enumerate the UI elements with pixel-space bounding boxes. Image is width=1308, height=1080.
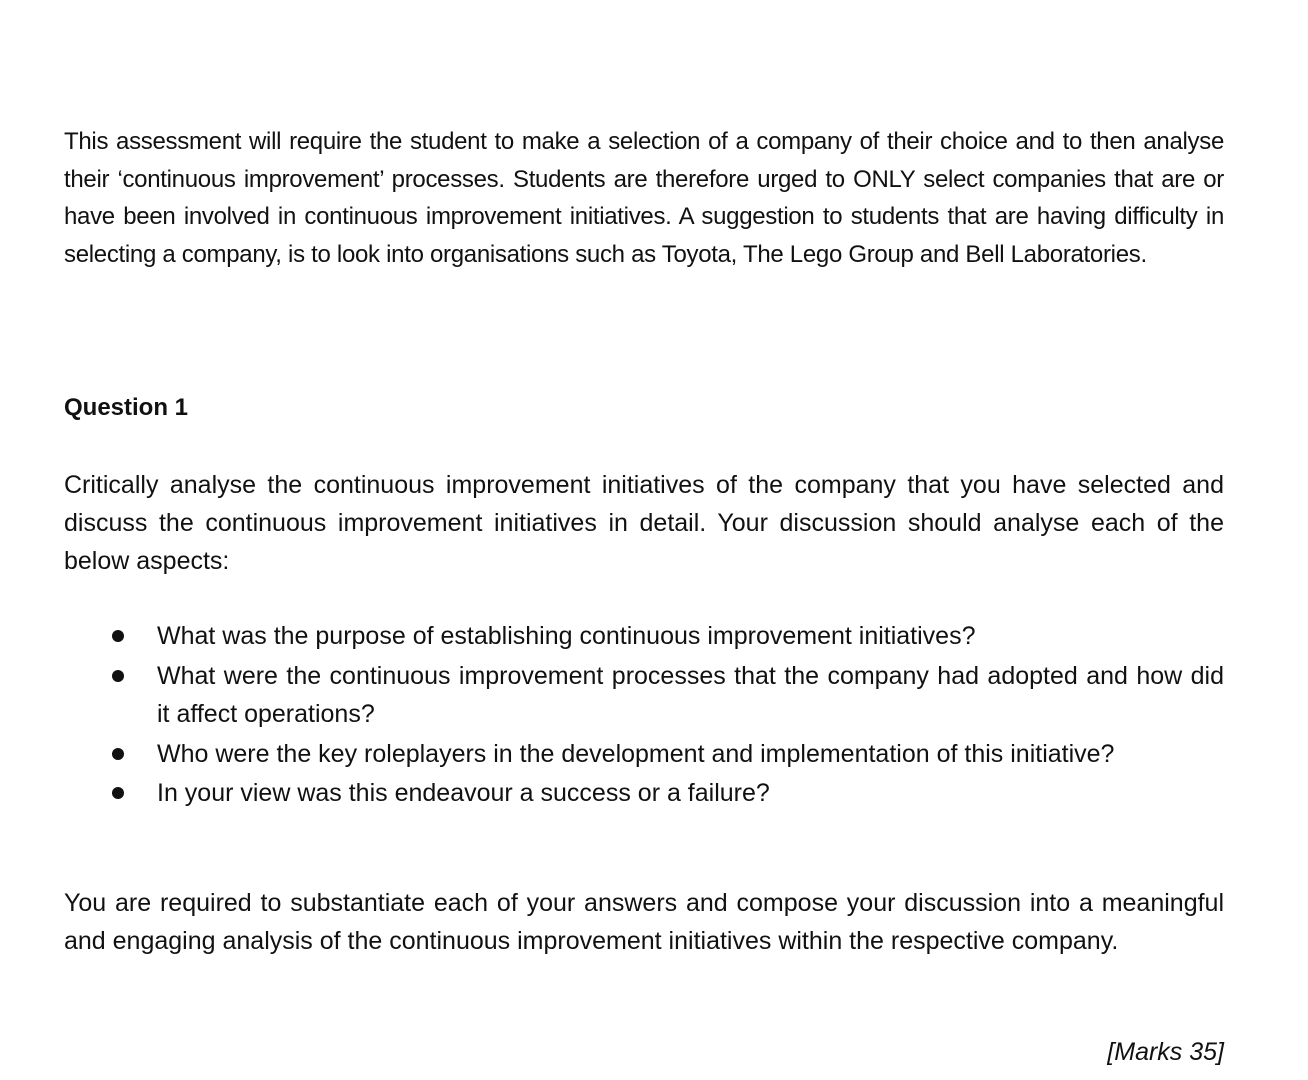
closing-paragraph: You are required to substantiate each of your answers and compose your discussion into a meaningful and engaging analysis of the continuous improvement initiatives within the respective company. [64, 889, 1224, 955]
list-item-text: What was the purpose of establishing continuous improvement initiatives? [157, 622, 976, 650]
question-paragraph: Critically analyse the continuous improvement initiatives of the company that you have selected and discuss the continuous improvement initiatives in detail. Your discussion should analyse each of the below aspects: [64, 471, 1224, 575]
list-item [64, 774, 1224, 813]
intro-paragraph: This assessment will require the student to make a selection of a company of their choice and to then analyse their ‘continuous improvement’ processes. Students are therefore urged to ONLY select companies that are or have been involved in continuous improvement initiatives. A suggestion to students that are having difficulty in selecting a company, is to look into organisations such as Toyota, The Lego Group and Bell Laboratories. [64, 128, 1224, 268]
list-item [64, 657, 1224, 734]
bullet-icon [112, 748, 124, 760]
list-item-text: What were the continuous improvement processes that the company had adopted and how did it affect operations? [157, 661, 1224, 728]
bullet-icon [112, 787, 124, 799]
list-item [64, 617, 1224, 656]
marks-label: [Marks 35] [1107, 1038, 1224, 1066]
list-item-text: Who were the key roleplayers in the development and implementation of this initiative? [157, 739, 1115, 768]
question-heading: Question 1 [64, 394, 189, 421]
bullet-icon [112, 630, 124, 642]
aspects-list [64, 617, 1224, 814]
list-item [64, 735, 1224, 774]
bullet-icon [112, 670, 124, 682]
list-item-text: In your view was this endeavour a success or a failure? [157, 779, 770, 807]
assessment-page [64, 0, 1224, 1080]
